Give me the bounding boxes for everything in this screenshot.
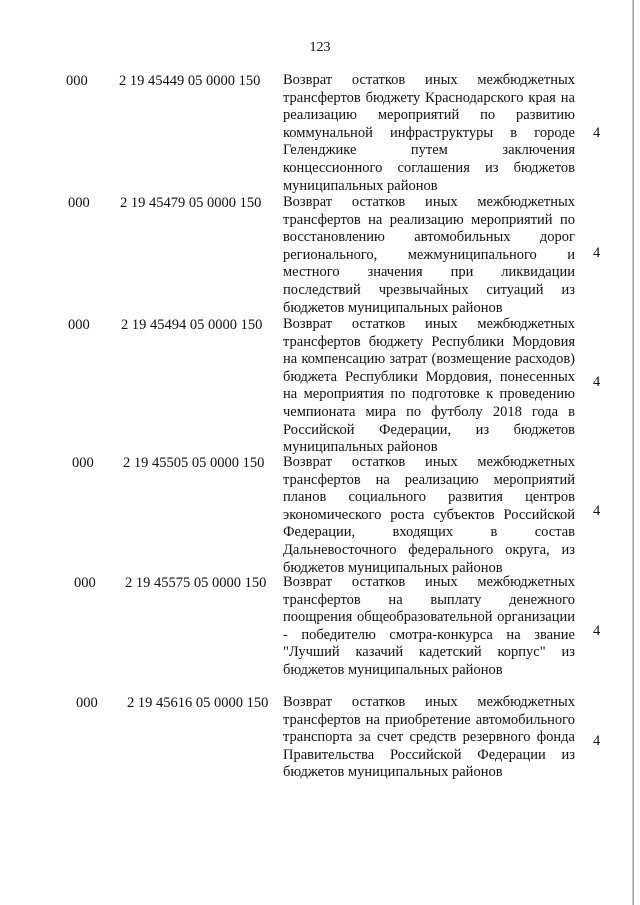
admin-code: 000 — [66, 73, 88, 89]
admin-code: 000 — [76, 695, 98, 711]
kbk-code: 2 19 45494 05 0000 150 — [121, 317, 263, 333]
row-amount: 4 — [593, 503, 601, 519]
kbk-code: 2 19 45616 05 0000 150 — [127, 695, 269, 711]
admin-code: 000 — [68, 317, 90, 333]
admin-code: 000 — [68, 195, 90, 211]
row-amount: 4 — [593, 245, 601, 261]
row-amount: 4 — [593, 374, 601, 390]
kbk-code: 2 19 45479 05 0000 150 — [120, 195, 262, 211]
admin-code: 000 — [72, 455, 94, 471]
kbk-code: 2 19 45575 05 0000 150 — [125, 575, 267, 591]
row-amount: 4 — [593, 125, 601, 141]
row-amount: 4 — [593, 733, 601, 749]
row-description: Возврат остатков иных межбюджетных трансфертов на выплату денежного поощрения общеобразовательной организации - победителю смотра-конкурса на звание "Лучший казачий кадетский корпус" из бюджетов муниципальных районов — [283, 574, 575, 678]
row-description: Возврат остатков иных межбюджетных трансфертов бюджету Краснодарского края на реализацию мероприятий по развитию коммунальной инфраструктуры в городе Геленджике путем заключения концессионного соглашения из бюджетов муниципальных районов — [283, 72, 575, 194]
row-amount: 4 — [593, 623, 601, 639]
kbk-code: 2 19 45449 05 0000 150 — [119, 73, 261, 89]
row-description: Возврат остатков иных межбюджетных трансфертов на реализацию мероприятий по восстановлению автомобильных дорог регионального, межмуниципального и местного значения при ликвидации последствий чрезвычайных ситуаций из бюджетов муниципальных районов — [283, 194, 575, 316]
page-number: 123 — [309, 40, 331, 55]
row-description: Возврат остатков иных межбюджетных трансфертов на реализацию мероприятий планов социального развития центров экономического роста субъектов Российской Федерации, входящих в состав Дальневосточного федерального округа, из бюджетов муниципальных районов — [283, 454, 575, 576]
kbk-code: 2 19 45505 05 0000 150 — [123, 455, 265, 471]
row-description: Возврат остатков иных межбюджетных трансфертов бюджету Республики Мордовия на компенсацию затрат (возмещение расходов) бюджета Республики Мордовия, понесенных на мероприятия по подготовке к проведению чемпионата мира по футболу 2018 года в Российской Федерации, из бюджетов муниципальных районов — [283, 316, 575, 456]
row-description: Возврат остатков иных межбюджетных трансфертов на приобретение автомобильного транспорта за счет средств резервного фонда Правительства Российской Федерации из бюджетов муниципальных районов — [283, 694, 575, 781]
page-edge — [632, 0, 634, 905]
admin-code: 000 — [74, 575, 96, 591]
